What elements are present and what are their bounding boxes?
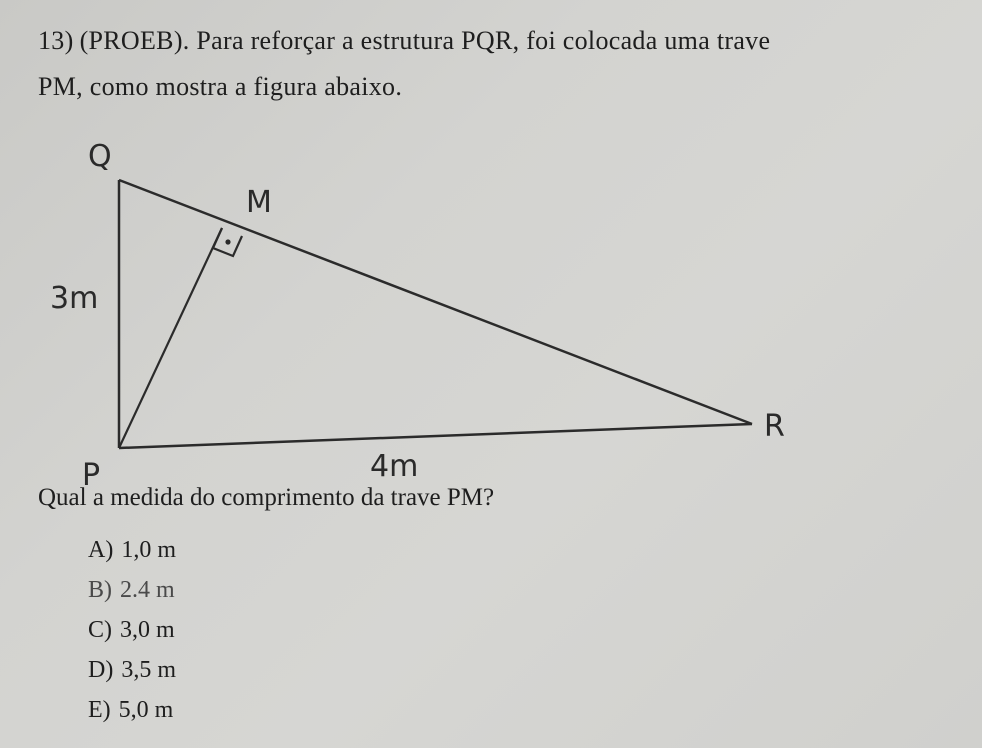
option-b[interactable] [88, 570, 176, 610]
label-side-PR: 4m [370, 449, 419, 484]
label-side-PQ: 3m [50, 281, 99, 316]
option-text: 5,0 m [118, 697, 174, 723]
option-c[interactable] [88, 610, 176, 650]
option-letter: C) [88, 617, 112, 643]
option-letter: A) [88, 537, 114, 563]
option-letter: E) [88, 697, 111, 723]
label-M: M [246, 185, 272, 220]
segment-PR [119, 424, 752, 448]
label-P: P [82, 458, 101, 493]
right-angle-dot [225, 239, 230, 244]
option-e[interactable] [88, 690, 176, 730]
segment-QR [119, 180, 752, 424]
option-text: 1,0 m [121, 537, 176, 563]
answer-options [88, 530, 176, 730]
label-Q: Q [88, 139, 112, 174]
label-R: R [764, 409, 785, 444]
option-letter: B) [88, 577, 112, 603]
question-number: 13) [38, 26, 74, 55]
option-a[interactable] [88, 530, 176, 570]
question-prompt: Qual a medida do comprimento da trave PM? [38, 484, 495, 511]
option-d[interactable] [88, 650, 176, 690]
option-text: 3,0 m [120, 617, 175, 643]
option-text: 3,5 m [121, 657, 176, 683]
option-text: 2.4 m [120, 577, 175, 603]
segment-PM [119, 228, 222, 448]
question-text-line-1: (PROEB). Para reforçar a estrutura PQR, foi colocada uma trave [79, 26, 771, 55]
option-letter: D) [88, 657, 114, 683]
question-text-line-2: PM, como mostra a figura abaixo. [38, 72, 403, 101]
